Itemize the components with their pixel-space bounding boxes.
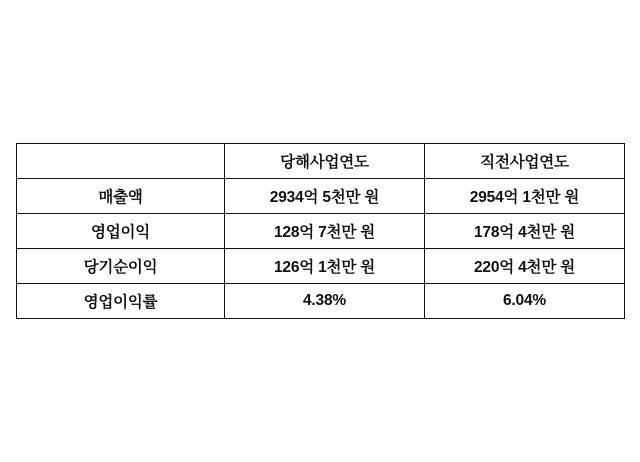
financial-table-container: [16, 143, 624, 319]
table-row: [17, 249, 625, 284]
table-row: [17, 284, 625, 319]
cell-operating-margin-current: 4.38%: [225, 284, 425, 319]
cell-operating-profit-current: 128억 7천만 원: [225, 214, 425, 249]
cell-revenue-current: 2934억 5천만 원: [225, 179, 425, 214]
column-header-current-year: 당해사업연도: [225, 144, 425, 179]
row-label-operating-margin: 영업이익률: [17, 284, 225, 319]
cell-operating-margin-previous: 6.04%: [425, 284, 625, 319]
cell-net-income-previous: 220억 4천만 원: [425, 249, 625, 284]
table-corner-cell: [17, 144, 225, 179]
cell-net-income-current: 126억 1천만 원: [225, 249, 425, 284]
column-header-previous-year: 직전사업연도: [425, 144, 625, 179]
table-row: [17, 214, 625, 249]
cell-operating-profit-previous: 178억 4천만 원: [425, 214, 625, 249]
table-body: [17, 179, 625, 319]
financial-summary-table: [16, 143, 625, 319]
table-header: [17, 144, 625, 179]
cell-revenue-previous: 2954억 1천만 원: [425, 179, 625, 214]
row-label-net-income: 당기순이익: [17, 249, 225, 284]
row-label-operating-profit: 영업이익: [17, 214, 225, 249]
row-label-revenue: 매출액: [17, 179, 225, 214]
table-row: [17, 179, 625, 214]
table-header-row: [17, 144, 625, 179]
